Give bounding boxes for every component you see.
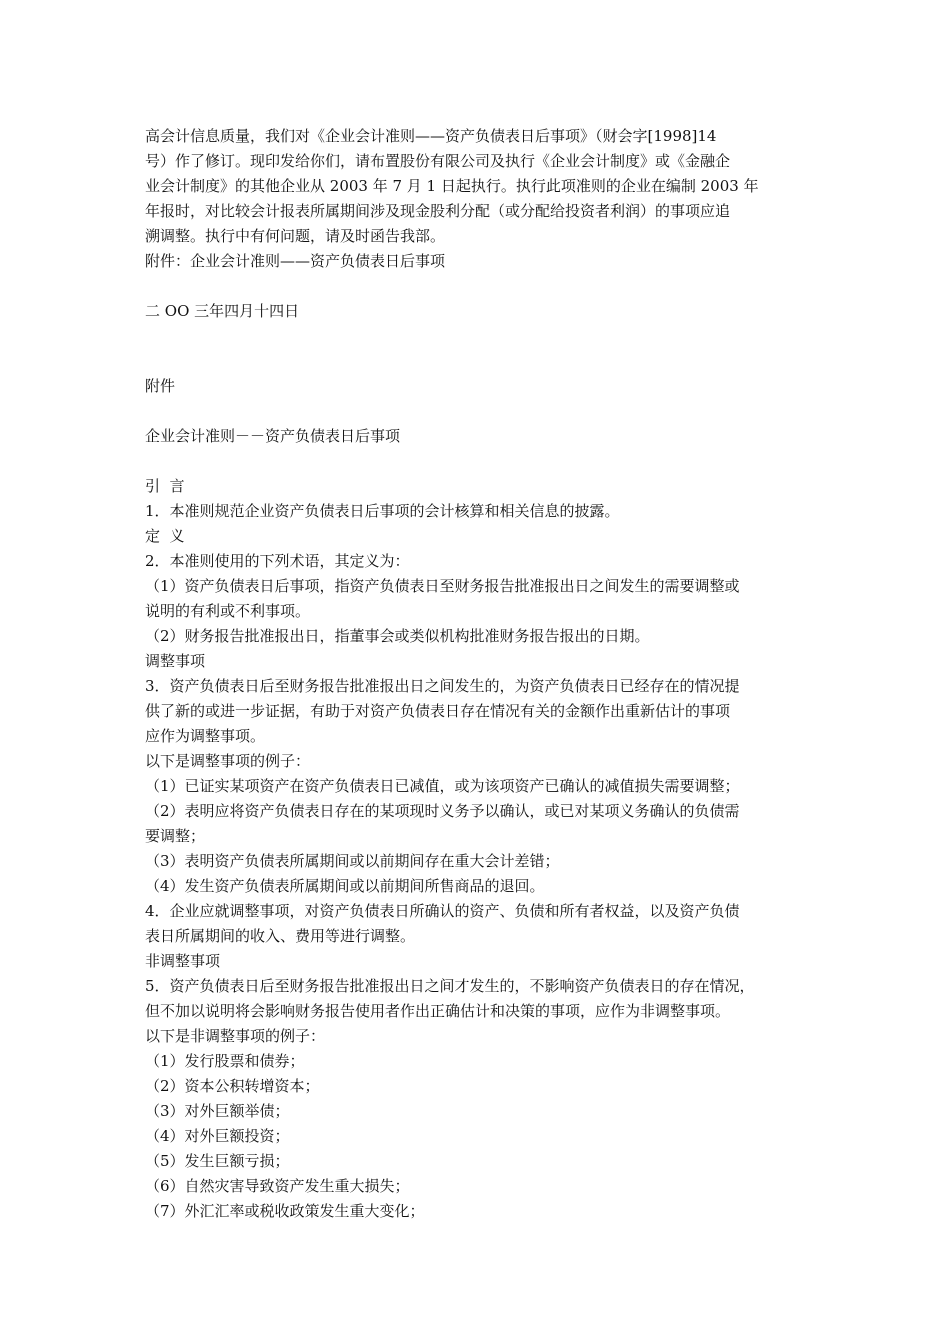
clause-line: 说明的有利或不利事项。 <box>145 602 311 620</box>
intro-paragraph <box>145 124 813 249</box>
standard-body <box>145 474 813 1224</box>
clause-line: 供了新的或进一步证据，有助于对资产负债表日存在情况有关的金额作出重新估计的事项 <box>145 702 731 720</box>
clause-line: 要调整； <box>145 827 206 845</box>
clause-line: 4．企业应就调整事项，对资产负债表日所确认的资产、负债和所有者权益，以及资产负债 <box>145 902 740 920</box>
list-item: （2）资本公积转增资本； <box>145 1077 320 1095</box>
section-heading-adjusting: 调整事项 <box>145 652 206 670</box>
attachment-note: 附件：企业会计准则——资产负债表日后事项 <box>145 252 446 270</box>
list-item: （5）发生巨额亏损； <box>145 1152 290 1170</box>
list-item: （4）对外巨额投资； <box>145 1127 290 1145</box>
clause-line: 但不加以说明将会影响财务报告使用者作出正确估计和决策的事项，应作为非调整事项。 <box>145 1002 731 1020</box>
document-page <box>145 124 813 1224</box>
clause-line: （1）已证实某项资产在资产负债表日已减值，或为该项资产已确认的减值损失需要调整； <box>145 777 740 795</box>
clause-line: 2．本准则使用的下列术语，其定义为： <box>145 552 410 570</box>
paragraph-line: 号）作了修订。现印发给你们，请布置股份有限公司及执行《企业会计制度》或《金融企 <box>145 152 731 170</box>
section-heading-non-adjusting: 非调整事项 <box>145 952 221 970</box>
clause-line: 应作为调整事项。 <box>145 727 266 745</box>
clause-line: 3．资产负债表日后至财务报告批准报出日之间发生的，为资产负债表日已经存在的情况提 <box>145 677 740 695</box>
paragraph-line: 高会计信息质量，我们对《企业会计准则——资产负债表日后事项》（财会字[1998]14 <box>145 127 717 145</box>
attachment-label: 附件 <box>145 377 176 395</box>
clause-line: 以下是调整事项的例子： <box>145 752 311 770</box>
paragraph-line: 溯调整。执行中有何问题，请及时函告我部。 <box>145 227 446 245</box>
clause-line: 以下是非调整事项的例子： <box>145 1027 326 1045</box>
section-heading-intro: 引 言 <box>145 477 185 495</box>
clause-line: （1）资产负债表日后事项，指资产负债表日至财务报告批准报出日之间发生的需要调整或 <box>145 577 740 595</box>
section-heading-definitions: 定 义 <box>145 527 185 545</box>
clause-line: 5．资产负债表日后至财务报告批准报出日之间才发生的，不影响资产负债表日的存在情况， <box>145 977 755 995</box>
paragraph-line: 业会计制度》的其他企业从 2003 年 7 月 1 日起执行。执行此项准则的企业在编制 2003 年 <box>145 177 759 195</box>
paragraph-line: 年报时，对比较会计报表所属期间涉及现金股利分配（或分配给投资者利润）的事项应追 <box>145 202 731 220</box>
clause-line: （3）表明资产负债表所属期间或以前期间存在重大会计差错； <box>145 852 560 870</box>
clause-line: （4）发生资产负债表所属期间或以前期间所售商品的退回。 <box>145 877 545 895</box>
standard-title: 企业会计准则－－资产负债表日后事项 <box>145 427 401 445</box>
clause-line: 表日所属期间的收入、费用等进行调整。 <box>145 927 416 945</box>
clause-line: （2）财务报告批准报出日，指董事会或类似机构批准财务报告报出的日期。 <box>145 627 650 645</box>
document-date: 二 OO 三年四月十四日 <box>145 302 300 320</box>
clause-line: 1．本准则规范企业资产负债表日后事项的会计核算和相关信息的披露。 <box>145 502 620 520</box>
list-item: （1）发行股票和债券； <box>145 1052 305 1070</box>
list-item: （3）对外巨额举债； <box>145 1102 290 1120</box>
clause-line: （2）表明应将资产负债表日存在的某项现时义务予以确认，或已对某项义务确认的负债需 <box>145 802 740 820</box>
list-item: （7）外汇汇率或税收政策发生重大变化； <box>145 1202 425 1220</box>
list-item: （6）自然灾害导致资产发生重大损失； <box>145 1177 410 1195</box>
